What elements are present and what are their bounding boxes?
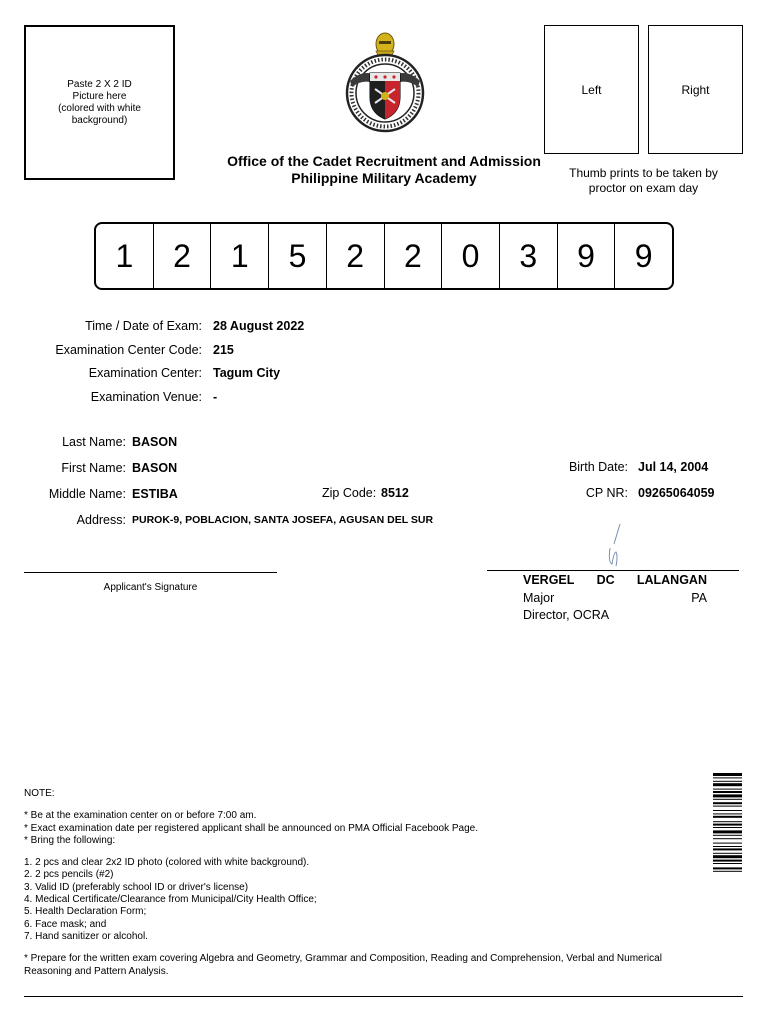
cp-number-label: CP NR: bbox=[585, 486, 628, 500]
requirement-item: 1. 2 pcs and clear 2x2 ID photo (colored with white background). bbox=[24, 857, 310, 869]
applicant-signature-line bbox=[24, 572, 277, 573]
exam-center-label: Examination Center: bbox=[88, 366, 202, 380]
director-last-name: LALANGAN bbox=[636, 573, 707, 587]
thumb-note-line: proctor on exam day bbox=[588, 181, 699, 195]
exam-date-label: Time / Date of Exam: bbox=[85, 319, 202, 333]
photo-line: Paste 2 X 2 ID bbox=[67, 79, 132, 90]
left-thumbprint-box bbox=[544, 25, 639, 154]
last-name-value: BASON bbox=[132, 435, 178, 449]
applicant-number-digit: 1 bbox=[211, 224, 269, 288]
exam-info-labels bbox=[24, 318, 202, 412]
exam-venue-value: - bbox=[213, 389, 218, 404]
address-label: Address: bbox=[76, 513, 126, 527]
applicant-number-digit: 9 bbox=[634, 237, 653, 274]
birth-date-value: Jul 14, 2004 bbox=[638, 460, 709, 474]
requirement-item: 4. Medical Certificate/Clearance from Municipal/City Health Office; bbox=[24, 894, 317, 906]
exam-venue-label: Examination Venue: bbox=[90, 389, 202, 404]
applicant-number bbox=[94, 222, 674, 290]
exam-date-value: 28 August 2022 bbox=[213, 319, 305, 333]
director-middle-initials: DC bbox=[596, 573, 615, 587]
director-signature-scribble bbox=[600, 522, 630, 568]
director-rank bbox=[523, 591, 707, 605]
middle-name-value: ESTIBA bbox=[132, 487, 178, 501]
office-name: Office of the Cadet Recruitment and Admission bbox=[227, 153, 541, 169]
requirement-item: 6. Face mask; and bbox=[24, 918, 107, 930]
id-photo-instructions bbox=[26, 79, 173, 127]
director-first-name: VERGEL bbox=[523, 573, 575, 587]
exam-center-code-value: 215 bbox=[213, 342, 234, 357]
bottom-divider bbox=[24, 996, 743, 997]
note-item: * Exact examination date per registered applicant shall be announced on PMA Official Facebook Page. bbox=[24, 822, 478, 834]
exam-center-code-label: Examination Center Code: bbox=[55, 342, 202, 357]
barcode bbox=[713, 773, 742, 967]
photo-line: (colored with white bbox=[58, 103, 141, 114]
note-item: * Bring the following: bbox=[24, 834, 116, 846]
director-rank-value: Major bbox=[523, 591, 555, 605]
page-title bbox=[200, 153, 568, 187]
photo-line: background) bbox=[71, 115, 128, 126]
right-thumbprint-box bbox=[648, 25, 743, 154]
note-item: * Be at the examination center on or before 7:00 am. bbox=[24, 810, 257, 822]
academy-name: Philippine Military Academy bbox=[291, 170, 477, 186]
thumb-note-line: Thumb prints to be taken by bbox=[569, 166, 718, 180]
zip-code-label: Zip Code: bbox=[322, 486, 377, 500]
applicant-info-labels bbox=[24, 434, 126, 538]
applicant-info-values bbox=[132, 434, 492, 538]
director-signature-line bbox=[487, 570, 739, 571]
applicant-number-digit: 1 bbox=[96, 224, 154, 288]
exam-info-values bbox=[213, 318, 413, 412]
note-final: * Prepare for the written exam covering Algebra and Geometry, Grammar and Composition, Reading and Comprehension, Verbal and Numerical bbox=[24, 953, 662, 965]
id-photo-box bbox=[24, 25, 175, 180]
applicant-number-digit: 2 bbox=[385, 224, 443, 288]
applicant-number-digit: 2 bbox=[327, 224, 385, 288]
zip-code-value: 8512 bbox=[381, 486, 409, 500]
middle-name-label: Middle Name: bbox=[48, 487, 126, 501]
applicant-number-digit: 5 bbox=[269, 224, 327, 288]
exam-center-value: Tagum City bbox=[213, 366, 281, 380]
applicant-number-digit: 2 bbox=[154, 224, 212, 288]
thumbprint-note bbox=[544, 166, 743, 196]
first-name-label: First Name: bbox=[61, 461, 126, 475]
birth-date-label: Birth Date: bbox=[568, 460, 628, 474]
requirement-item: 3. Valid ID (preferably school ID or driver's license) bbox=[24, 881, 249, 893]
applicant-number-digit: 9 bbox=[558, 224, 616, 288]
photo-line: Picture here bbox=[72, 91, 127, 102]
first-name-value: BASON bbox=[132, 461, 178, 475]
requirement-item: 7. Hand sanitizer or alcohol. bbox=[24, 930, 148, 942]
right-thumb-label: Right bbox=[681, 82, 710, 97]
note-final: Reasoning and Pattern Analysis. bbox=[24, 965, 169, 977]
applicant-number-digit: 3 bbox=[500, 224, 558, 288]
notes-section bbox=[24, 788, 684, 978]
director-title: Director, OCRA bbox=[523, 608, 610, 622]
address-value: PUROK-9, POBLACION, SANTA JOSEFA, AGUSAN DEL SUR bbox=[132, 514, 434, 526]
requirement-item: 2. 2 pcs pencils (#2) bbox=[24, 869, 114, 881]
notes-heading: NOTE: bbox=[24, 788, 55, 799]
last-name-label: Last Name: bbox=[62, 435, 126, 449]
director-name bbox=[523, 573, 707, 587]
applicant-number-digit: 0 bbox=[442, 224, 500, 288]
applicant-signature-label: Applicant's Signature bbox=[103, 582, 198, 593]
pma-seal-logo bbox=[340, 29, 430, 137]
director-branch: PA bbox=[691, 591, 707, 605]
cp-number-value: 09265064059 bbox=[638, 486, 715, 500]
requirement-item: 5. Health Declaration Form; bbox=[24, 906, 147, 918]
left-thumb-label: Left bbox=[581, 82, 602, 97]
